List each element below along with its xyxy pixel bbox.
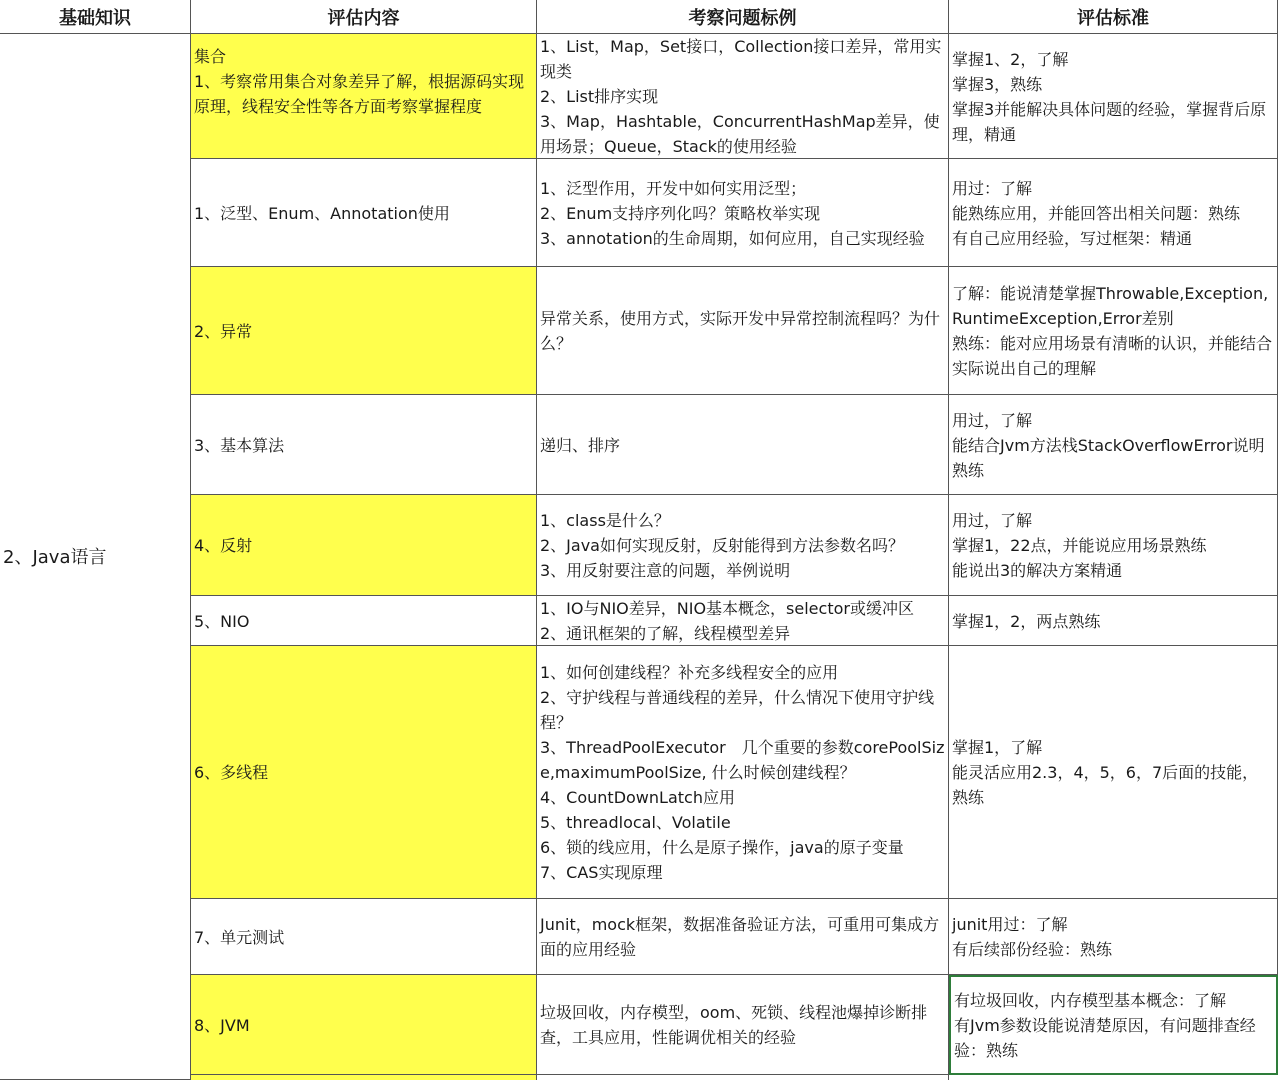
cell-line: 有Jvm参数设能说清楚原因，有问题排查经验：熟练 bbox=[954, 1016, 1256, 1060]
cell-line: 1、泛型作用，开发中如何实用泛型； bbox=[540, 178, 807, 198]
header-questions[interactable]: 考察问题标例 bbox=[537, 0, 949, 34]
cell-line: 3、annotation的生命周期，如何应用，自己实现经验 bbox=[540, 228, 925, 248]
cell-line: 1、泛型、Enum、Annotation使用 bbox=[194, 203, 450, 223]
cell-line: 1、class是什么？ bbox=[540, 511, 670, 530]
cell-line: 掌握1，2，两点熟练 bbox=[952, 611, 1101, 631]
row-3-questions-cell[interactable] bbox=[537, 267, 949, 395]
row-2-questions-cell[interactable] bbox=[537, 159, 949, 267]
row-1-criteria-cell[interactable] bbox=[949, 34, 1278, 159]
cell-line: 2、守护线程与普通线程的差异，什么情况下使用守护线程？ bbox=[540, 688, 935, 732]
cell-line: 用过：了解 bbox=[952, 178, 1033, 198]
cell-line: 2、异常 bbox=[194, 321, 253, 341]
row-7-questions-cell[interactable] bbox=[537, 646, 949, 899]
row-9-questions-cell[interactable] bbox=[537, 975, 949, 1075]
cell-line: 了解：能说清楚掌握Throwable,Exception,RuntimeException,Error差别 bbox=[952, 284, 1269, 328]
cell-line: 2、通讯框架的了解，线程模型差异 bbox=[540, 624, 791, 643]
cell-line: 5、threadlocal、Volatile bbox=[540, 813, 731, 832]
cell-line: 2、Enum支持序列化吗？策略枚举实现 bbox=[540, 203, 821, 223]
row-6-criteria-cell[interactable] bbox=[949, 596, 1278, 646]
header-basics[interactable]: 基础知识 bbox=[0, 0, 191, 34]
cell-line: 6、多线程 bbox=[194, 763, 269, 782]
cell-line: 用过，了解 bbox=[952, 511, 1033, 530]
row-8-content-cell[interactable] bbox=[191, 899, 537, 975]
row-8-criteria-cell[interactable] bbox=[949, 899, 1278, 975]
cell-line: 5、NIO bbox=[194, 611, 250, 631]
row-9-content-cell[interactable] bbox=[191, 975, 537, 1075]
cell-line: 2、List排序实现 bbox=[540, 87, 659, 106]
cell-line: 8、JVM bbox=[194, 1015, 250, 1035]
cell-line: junit用过：了解 bbox=[952, 915, 1068, 934]
row-5-criteria-cell[interactable] bbox=[949, 495, 1278, 596]
header-criteria[interactable]: 评估标准 bbox=[949, 0, 1278, 34]
row-4-criteria-cell[interactable] bbox=[949, 395, 1278, 495]
cell-line: 掌握3并能解决具体问题的经验，掌握背后原理，精通 bbox=[952, 99, 1267, 144]
cell-line: 异常关系，使用方式，实际开发中异常控制流程吗？为什么？ bbox=[540, 309, 941, 353]
cell-line: 递归、排序 bbox=[540, 435, 621, 455]
row-8-questions-cell[interactable] bbox=[537, 899, 949, 975]
row-5-content-cell[interactable] bbox=[191, 495, 537, 596]
cell-line: 掌握1，了解 bbox=[952, 738, 1043, 757]
cell-line: 6、锁的线应用，什么是原子操作，java的原子变量 bbox=[540, 838, 904, 857]
cell-line: 能灵活应用2.3，4，5，6，7后面的技能，熟练 bbox=[952, 763, 1259, 807]
cell-line: 3、Map，Hashtable，ConcurrentHashMap差异，使用场景；Queue，Stack的使用经验 bbox=[540, 112, 940, 156]
row-6-questions-cell[interactable] bbox=[537, 596, 949, 646]
cell-line: 能熟练应用，并能回答出相关问题：熟练 bbox=[952, 203, 1241, 223]
cell-line: 2、Java如何实现反射，反射能得到方法参数名吗？ bbox=[540, 536, 904, 555]
row-5-questions-cell[interactable] bbox=[537, 495, 949, 596]
row-1-questions-cell[interactable] bbox=[537, 34, 949, 159]
cell-line: 有后续部份经验：熟练 bbox=[952, 940, 1113, 959]
cell-line: 有垃圾回收，内存模型基本概念：了解 bbox=[954, 991, 1227, 1010]
row-4-content-cell[interactable] bbox=[191, 395, 537, 495]
cell-line: 4、反射 bbox=[194, 536, 253, 555]
cell-line: Junit，mock框架，数据准备验证方法，可重用可集成方面的应用经验 bbox=[540, 915, 940, 959]
header-content[interactable]: 评估内容 bbox=[191, 0, 537, 34]
cell-line: 掌握1、2，了解 bbox=[952, 49, 1069, 69]
cell-line: 4、CountDownLatch应用 bbox=[540, 788, 735, 807]
row-7-criteria-cell[interactable] bbox=[949, 646, 1278, 899]
row-2-criteria-cell[interactable] bbox=[949, 159, 1278, 267]
cell-line: 掌握3，熟练 bbox=[952, 74, 1043, 94]
row-7-content-cell[interactable] bbox=[191, 646, 537, 899]
cell-line: 1、考察常用集合对象差异了解，根据源码实现原理，线程安全性等各方面考察掌握程度 bbox=[194, 72, 525, 116]
cell-line: 用过，了解 bbox=[952, 410, 1033, 430]
row-1-content-cell[interactable] bbox=[191, 34, 537, 159]
row-9-criteria-cell[interactable] bbox=[949, 975, 1278, 1075]
cell-line: 1、List，Map，Set接口，Collection接口差异，常用实现类 bbox=[540, 37, 942, 81]
row-3-content-cell[interactable] bbox=[191, 267, 537, 395]
cell-line: 7、单元测试 bbox=[194, 927, 285, 947]
cell-line: 3、基本算法 bbox=[194, 435, 285, 455]
cell-line: 垃圾回收，内存模型，oom、死锁、线程池爆掉诊断排查，工具应用，性能调优相关的经验 bbox=[540, 1003, 928, 1047]
row-3-criteria-cell[interactable] bbox=[949, 267, 1278, 395]
cell-line: 7、CAS实现原理 bbox=[540, 863, 663, 882]
row-2-content-cell[interactable] bbox=[191, 159, 537, 267]
row-4-questions-cell[interactable] bbox=[537, 395, 949, 495]
cell-line: 集合 bbox=[194, 47, 227, 66]
cell-line: 1、IO与NIO差异，NIO基本概念，selector或缓冲区 bbox=[540, 599, 914, 618]
cell-line: 能说出3的解决方案精通 bbox=[952, 561, 1123, 580]
category-cell[interactable]: 2、Java语言 bbox=[0, 34, 191, 1080]
cell-line: 1、如何创建线程？补充多线程安全的应用 bbox=[540, 663, 839, 682]
cell-line: 3、用反射要注意的问题，举例说明 bbox=[540, 561, 791, 580]
row-6-content-cell[interactable] bbox=[191, 596, 537, 646]
cell-line: 3、ThreadPoolExecutor 几个重要的参数corePoolSize,maximumPoolSize, 什么时候创建线程？ bbox=[540, 738, 945, 782]
cell-line: 熟练：能对应用场景有清晰的认识，并能结合实际说出自己的理解 bbox=[952, 334, 1273, 378]
cell-line: 能结合Jvm方法栈StackOverflowError说明熟练 bbox=[952, 435, 1265, 480]
cell-line: 有自己应用经验，写过框架：精通 bbox=[952, 228, 1193, 248]
cell-line: 掌握1，22点，并能说应用场景熟练 bbox=[952, 536, 1207, 555]
